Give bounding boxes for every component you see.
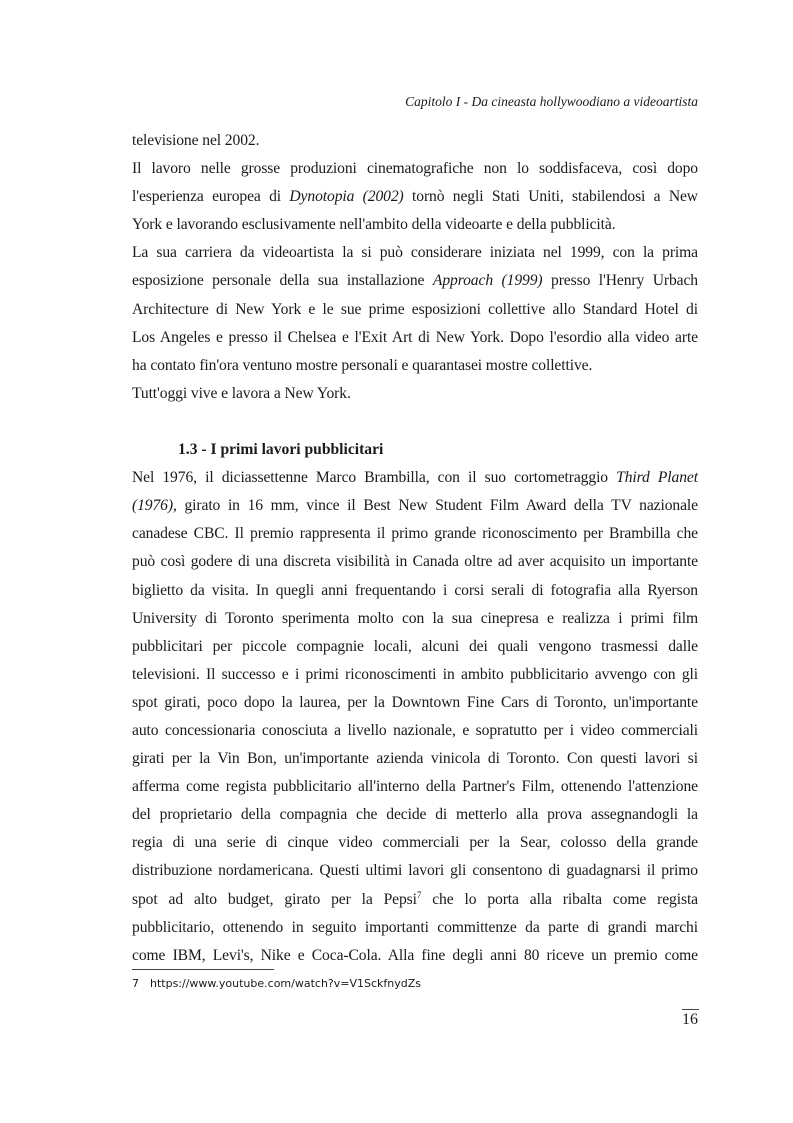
text-line: televisione nel 2002.: [132, 132, 260, 149]
work-title: Third Planet: [616, 469, 698, 487]
text-line: Nel 1976, il diciassettenne Marco Brambilla, con il suo cortometraggio Third Planet: [132, 469, 698, 487]
page-number: 16: [682, 1011, 698, 1028]
text-line: distribuzione nordamericana. Questi ultimi lavori gli consentono di guadagnarsi il primo: [132, 862, 698, 880]
text-line: auto concessionaria conosciuta a livello nazionale, e sopratutto per i video commerciali: [132, 721, 698, 739]
text-line: pubblicitario, ottenendo in seguito importanti committenze da parte di grandi marchi: [132, 918, 698, 936]
text-line: University di Toronto sperimenta molto con la sua cinepresa e realizza i primi film: [132, 609, 698, 627]
text-line: girati per la Vin Bon, un'importante azienda vinicola di Toronto. Con questi lavori si: [132, 750, 698, 768]
text-line: La sua carriera da videoartista la si può considerare iniziata nel 1999, con la prima: [132, 244, 698, 262]
work-title: (1976): [132, 497, 173, 515]
page-number-rule: [682, 1009, 699, 1010]
footnote-divider: [132, 969, 274, 970]
text-line: Los Angeles e presso il Chelsea e l'Exit Art di New York. Dopo l'esordio alla video arte: [132, 328, 698, 346]
text-line: pubblicitari per piccole compagnie locali, alcuni dei quali vengono trasmessi dalle: [132, 637, 698, 655]
work-title: Approach (1999): [432, 272, 543, 290]
running-header: Capitolo I - Da cineasta hollywoodiano a videoartista: [405, 94, 698, 109]
text-line: televisioni. Il successo e i primi riconoscimenti in ambito pubblicitario avvengo con gli: [132, 665, 698, 683]
text-line: York e lavorando esclusivamente nell'ambito della videoarte e della pubblicità.: [132, 216, 616, 234]
footnote: [132, 977, 421, 990]
text-line: spot girati, poco dopo la laurea, per la Downtown Fine Cars di Toronto, un'importante: [132, 693, 698, 711]
text-line: l'esperienza europea di Dynotopia (2002) tornò negli Stati Uniti, stabilendosi a New: [132, 188, 698, 206]
text-line: esposizione personale della sua installazione Approach (1999) presso l'Henry Urbach: [132, 272, 698, 290]
text-line: Architecture di New York e le sue prime esposizioni collettive allo Standard Hotel di: [132, 300, 698, 318]
text-line: come IBM, Levi's, Nike e Coca-Cola. Alla fine degli anni 80 riceve un premio come: [132, 946, 698, 964]
text-line: regia di una serie di cinque video commerciali per la Sear, colosso della grande: [132, 834, 698, 852]
paragraph-1: [132, 127, 698, 408]
page-body: [132, 127, 698, 970]
section-heading: 1.3 - I primi lavori pubblicitari: [178, 441, 384, 459]
footnote-reference[interactable]: 7: [416, 889, 422, 900]
footnote-number: 7: [132, 977, 139, 990]
text-line: biglietto da visita. In quegli anni frequentando i corsi serali di fotografia alla Ryerson: [132, 581, 698, 599]
text-line: afferma come regista pubblicitario all'interno della Partner's Film, ottenendo l'attenzione: [132, 778, 698, 796]
work-title: Dynotopia (2002): [289, 188, 404, 206]
text-line: Il lavoro nelle grosse produzioni cinematografiche non lo soddisfaceva, così dopo: [132, 160, 698, 178]
text-line: (1976), girato in 16 mm, vince il Best New Student Film Award della TV nazionale: [132, 497, 698, 515]
text-line: Tutt'oggi vive e lavora a New York.: [132, 384, 351, 402]
text-line: ha contato fin'ora ventuno mostre personali e quarantasei mostre collettive.: [132, 356, 593, 374]
text-line: spot ad alto budget, girato per la Pepsi$^7$ che lo porta alla ribalta come regista: [132, 889, 698, 908]
text-line: può così godere di una discreta visibilità in Canada oltre ad aver acquisito un importante: [132, 553, 698, 571]
text-line: del proprietario della compagnia che decide di metterlo alla prova assegnandogli la: [132, 806, 698, 824]
paragraph-2: [132, 464, 698, 970]
text-line: canadese CBC. Il premio rappresenta il primo grande riconoscimento per Brambilla che: [132, 525, 698, 543]
footnote-link[interactable]: https://www.youtube.com/watch?v=V1SckfnydZs: [150, 977, 422, 990]
